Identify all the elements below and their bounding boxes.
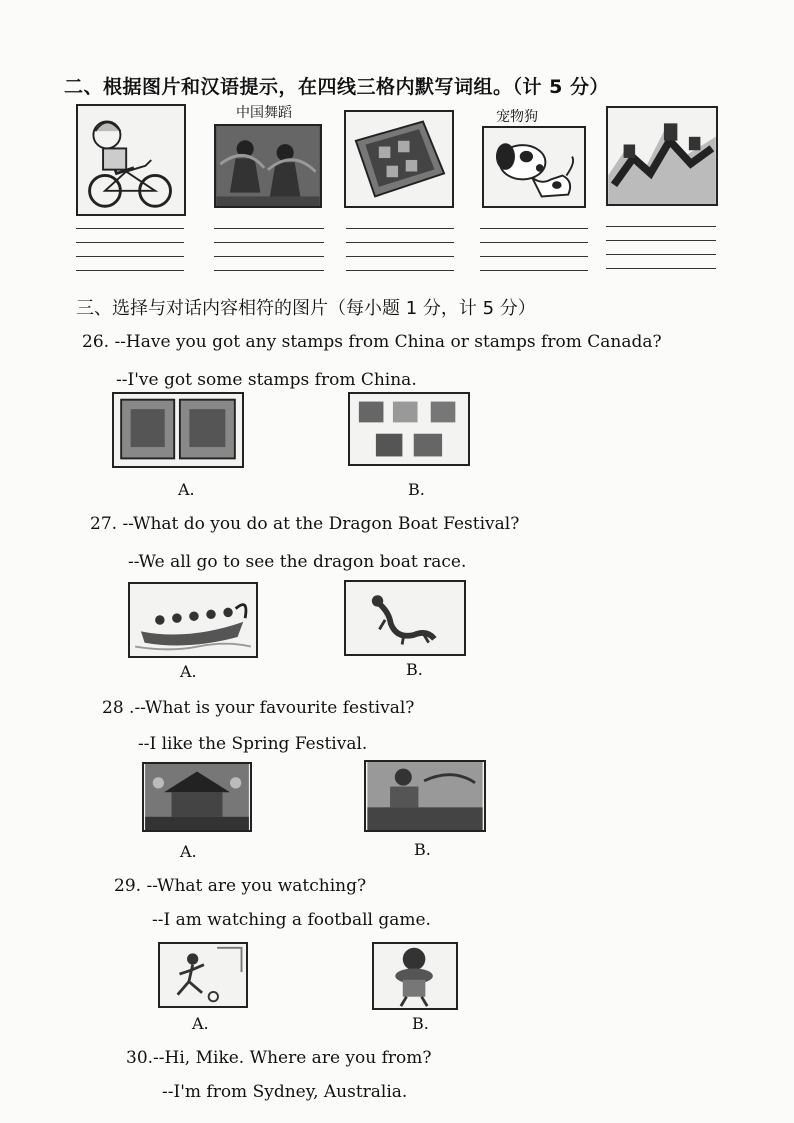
question-28: 28 .--What is your favourite festival? [102, 698, 415, 718]
stamp-album-icon [114, 394, 242, 466]
dragon-boat-race-icon [130, 584, 256, 656]
pet-dog-icon [484, 128, 584, 206]
q29-option-b-label: B. [412, 1014, 429, 1033]
pet-dog-picture [482, 126, 586, 208]
q27-option-b-picture[interactable] [344, 580, 466, 656]
writing-lines-3[interactable] [346, 228, 454, 280]
great-wall-icon [608, 108, 716, 204]
q28-option-a-picture[interactable] [142, 762, 252, 832]
question-27: 27. --What do you do at the Dragon Boat Festival? [90, 514, 520, 534]
question-29: 29. --What are you watching? [114, 876, 367, 896]
answer-28: --I like the Spring Festival. [138, 734, 368, 754]
writing-lines-2[interactable] [214, 228, 324, 280]
stamp-book-picture [344, 110, 454, 208]
question-26: 26. --Have you got any stamps from China or stamps from Canada? [82, 332, 662, 352]
q26-option-a-label: A. [178, 480, 195, 499]
writing-lines-4[interactable] [480, 228, 588, 280]
q26-option-a-picture[interactable] [112, 392, 244, 468]
q28-option-a-label: A. [180, 842, 197, 861]
picture-caption-dog: 宠物狗 [496, 109, 538, 125]
picture-caption-dance: 中国舞蹈 [236, 105, 292, 121]
q29-option-a-picture[interactable] [158, 942, 248, 1008]
answer-30: --I'm from Sydney, Australia. [162, 1082, 408, 1102]
q29-option-b-picture[interactable] [372, 942, 458, 1010]
q28-option-b-label: B. [414, 840, 431, 859]
great-wall-picture [606, 106, 718, 206]
q26-option-b-label: B. [408, 480, 425, 499]
answer-26: --I've got some stamps from China. [116, 370, 417, 390]
festival-scene-icon [366, 762, 484, 830]
q29-option-a-label: A. [192, 1014, 209, 1033]
q26-option-b-picture[interactable] [348, 392, 470, 466]
q27-option-a-picture[interactable] [128, 582, 258, 658]
writing-lines-5[interactable] [606, 226, 716, 278]
chinese-dance-icon [216, 126, 320, 206]
bike-rider-icon [78, 106, 184, 214]
spring-festival-icon [144, 764, 250, 830]
person-playing-icon [374, 944, 456, 1008]
section2-title: 二、根据图片和汉语提示，在四线三格内默写词组。（计 5 分） [64, 76, 609, 98]
dragon-icon [346, 582, 464, 654]
q27-option-a-label: A. [180, 662, 197, 681]
chinese-dance-picture [214, 124, 322, 208]
q28-option-b-picture[interactable] [364, 760, 486, 832]
q27-option-b-label: B. [406, 660, 423, 679]
question-30: 30.--Hi, Mike. Where are you from? [126, 1048, 432, 1068]
bike-rider-picture [76, 104, 186, 216]
section3-title: 三、选择与对话内容相符的图片（每小题 1 分，计 5 分） [76, 298, 536, 319]
answer-29: --I am watching a football game. [152, 910, 431, 930]
stamps-icon [350, 394, 468, 464]
football-player-icon [160, 944, 246, 1006]
answer-27: --We all go to see the dragon boat race. [128, 552, 467, 572]
writing-lines-1[interactable] [76, 228, 184, 280]
stamp-book-icon [346, 112, 452, 206]
